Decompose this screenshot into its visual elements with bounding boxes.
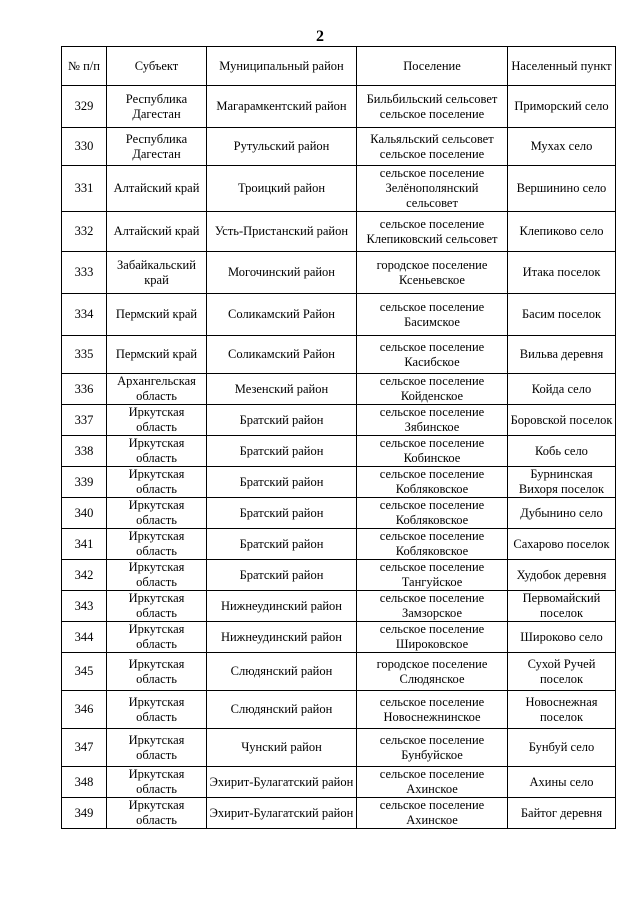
row-settlement: сельское поселение Клепиковский сельсовет	[357, 212, 508, 252]
row-settlement: сельское поселение Широковское	[357, 622, 508, 653]
row-district: Братский район	[207, 529, 357, 560]
table-row	[62, 374, 616, 405]
row-subject: Республика Дагестан	[107, 86, 207, 128]
row-number: 335	[62, 336, 107, 374]
page-number: 2	[316, 28, 324, 45]
row-district: Эхирит-Булагатский район	[207, 798, 357, 829]
row-settlement: сельское поселение Ахинское	[357, 767, 508, 798]
row-number: 345	[62, 653, 107, 691]
table-row	[62, 436, 616, 467]
row-district: Мезенский район	[207, 374, 357, 405]
row-number: 338	[62, 436, 107, 467]
table-row	[62, 622, 616, 653]
row-district: Эхирит-Булагатский район	[207, 767, 357, 798]
row-settlement: сельское поселение Касибское	[357, 336, 508, 374]
row-subject: Иркутская область	[107, 798, 207, 829]
table-header-row	[62, 47, 616, 86]
row-district: Соликамский Район	[207, 336, 357, 374]
row-locality: Худобок деревня	[508, 560, 616, 591]
table-row	[62, 653, 616, 691]
row-locality: Ахины село	[508, 767, 616, 798]
row-number: 337	[62, 405, 107, 436]
row-subject: Иркутская область	[107, 467, 207, 498]
row-settlement: сельское поселение Ахинское	[357, 798, 508, 829]
row-district: Братский район	[207, 560, 357, 591]
row-subject: Архангельская область	[107, 374, 207, 405]
row-district: Соликамский Район	[207, 294, 357, 336]
row-locality: Широково село	[508, 622, 616, 653]
row-district: Братский район	[207, 467, 357, 498]
row-subject: Иркутская область	[107, 653, 207, 691]
row-settlement: городское поселение Ксеньевское	[357, 252, 508, 294]
row-subject: Иркутская область	[107, 529, 207, 560]
header-district: Муниципальный район	[207, 47, 357, 86]
row-district: Рутульский район	[207, 128, 357, 166]
row-locality: Сахарово поселок	[508, 529, 616, 560]
header-number: № п/п	[62, 47, 107, 86]
table-row	[62, 405, 616, 436]
row-settlement: сельское поселение Зябинское	[357, 405, 508, 436]
row-subject: Иркутская область	[107, 436, 207, 467]
table-row	[62, 729, 616, 767]
row-number: 341	[62, 529, 107, 560]
row-number: 342	[62, 560, 107, 591]
row-locality: Итака поселок	[508, 252, 616, 294]
table-row	[62, 498, 616, 529]
table-row	[62, 798, 616, 829]
table-row	[62, 212, 616, 252]
row-number: 346	[62, 691, 107, 729]
row-district: Нижнеудинский район	[207, 591, 357, 622]
row-district: Магарамкентский район	[207, 86, 357, 128]
row-number: 347	[62, 729, 107, 767]
row-district: Братский район	[207, 498, 357, 529]
table-row	[62, 467, 616, 498]
row-locality: Басим поселок	[508, 294, 616, 336]
row-number: 330	[62, 128, 107, 166]
row-subject: Пермский край	[107, 336, 207, 374]
row-settlement: сельское поселение Койденское	[357, 374, 508, 405]
row-settlement: сельское поселение Замзорское	[357, 591, 508, 622]
row-number: 339	[62, 467, 107, 498]
row-subject: Иркутская область	[107, 767, 207, 798]
table-row	[62, 252, 616, 294]
row-locality: Бурнинская Вихоря поселок	[508, 467, 616, 498]
table-row	[62, 294, 616, 336]
row-district: Братский район	[207, 436, 357, 467]
row-locality: Первомайский поселок	[508, 591, 616, 622]
row-number: 333	[62, 252, 107, 294]
row-number: 340	[62, 498, 107, 529]
row-locality: Новоснежная поселок	[508, 691, 616, 729]
row-district: Чунский район	[207, 729, 357, 767]
row-district: Нижнеудинский район	[207, 622, 357, 653]
row-number: 349	[62, 798, 107, 829]
table-row	[62, 767, 616, 798]
row-settlement: сельское поселение Новоснежнинское	[357, 691, 508, 729]
table-row	[62, 591, 616, 622]
row-subject: Иркутская область	[107, 622, 207, 653]
header-locality: Населенный пункт	[508, 47, 616, 86]
table-row	[62, 691, 616, 729]
row-locality: Боровской поселок	[508, 405, 616, 436]
row-settlement: Кальяльский сельсовет сельское поселение	[357, 128, 508, 166]
row-subject: Иркутская область	[107, 591, 207, 622]
row-district: Слюдянский район	[207, 653, 357, 691]
table-body	[62, 86, 616, 829]
row-district: Троицкий район	[207, 166, 357, 212]
row-number: 331	[62, 166, 107, 212]
header-settlement: Поселение	[357, 47, 508, 86]
row-subject: Республика Дагестан	[107, 128, 207, 166]
row-settlement: сельское поселение Басимское	[357, 294, 508, 336]
row-locality: Сухой Ручей поселок	[508, 653, 616, 691]
table-row	[62, 128, 616, 166]
row-subject: Алтайский край	[107, 166, 207, 212]
row-locality: Койда село	[508, 374, 616, 405]
row-locality: Мухах село	[508, 128, 616, 166]
row-locality: Кобь село	[508, 436, 616, 467]
row-subject: Иркутская область	[107, 498, 207, 529]
row-settlement: сельское поселение Кобинское	[357, 436, 508, 467]
header-subject: Субъект	[107, 47, 207, 86]
row-settlement: Бильбильский сельсовет сельское поселение	[357, 86, 508, 128]
row-number: 332	[62, 212, 107, 252]
row-locality: Бунбуй село	[508, 729, 616, 767]
settlements-table	[61, 46, 616, 829]
row-settlement: сельское поселение Кобляковское	[357, 529, 508, 560]
row-district: Братский район	[207, 405, 357, 436]
row-settlement: сельское поселение Тангуйское	[357, 560, 508, 591]
row-number: 329	[62, 86, 107, 128]
row-subject: Иркутская область	[107, 691, 207, 729]
row-number: 334	[62, 294, 107, 336]
row-number: 343	[62, 591, 107, 622]
row-locality: Клепиково село	[508, 212, 616, 252]
row-number: 348	[62, 767, 107, 798]
table-row	[62, 86, 616, 128]
row-locality: Вильва деревня	[508, 336, 616, 374]
row-settlement: сельское поселение Кобляковское	[357, 467, 508, 498]
row-settlement: сельское поселение Кобляковское	[357, 498, 508, 529]
row-subject: Пермский край	[107, 294, 207, 336]
row-locality: Дубынино село	[508, 498, 616, 529]
row-subject: Иркутская область	[107, 405, 207, 436]
row-number: 344	[62, 622, 107, 653]
row-locality: Байтог деревня	[508, 798, 616, 829]
row-district: Усть-Пристанский район	[207, 212, 357, 252]
row-locality: Вершинино село	[508, 166, 616, 212]
table-row	[62, 166, 616, 212]
row-district: Слюдянский район	[207, 691, 357, 729]
row-settlement: сельское поселение Бунбуйское	[357, 729, 508, 767]
row-number: 336	[62, 374, 107, 405]
row-locality: Приморский село	[508, 86, 616, 128]
row-settlement: сельское поселение Зелёнополянский сельсовет	[357, 166, 508, 212]
row-subject: Иркутская область	[107, 729, 207, 767]
row-subject: Алтайский край	[107, 212, 207, 252]
row-subject: Забайкальский край	[107, 252, 207, 294]
row-settlement: городское поселение Слюдянское	[357, 653, 508, 691]
table-row	[62, 336, 616, 374]
table-row	[62, 529, 616, 560]
row-district: Могочинский район	[207, 252, 357, 294]
table-row	[62, 560, 616, 591]
row-subject: Иркутская область	[107, 560, 207, 591]
